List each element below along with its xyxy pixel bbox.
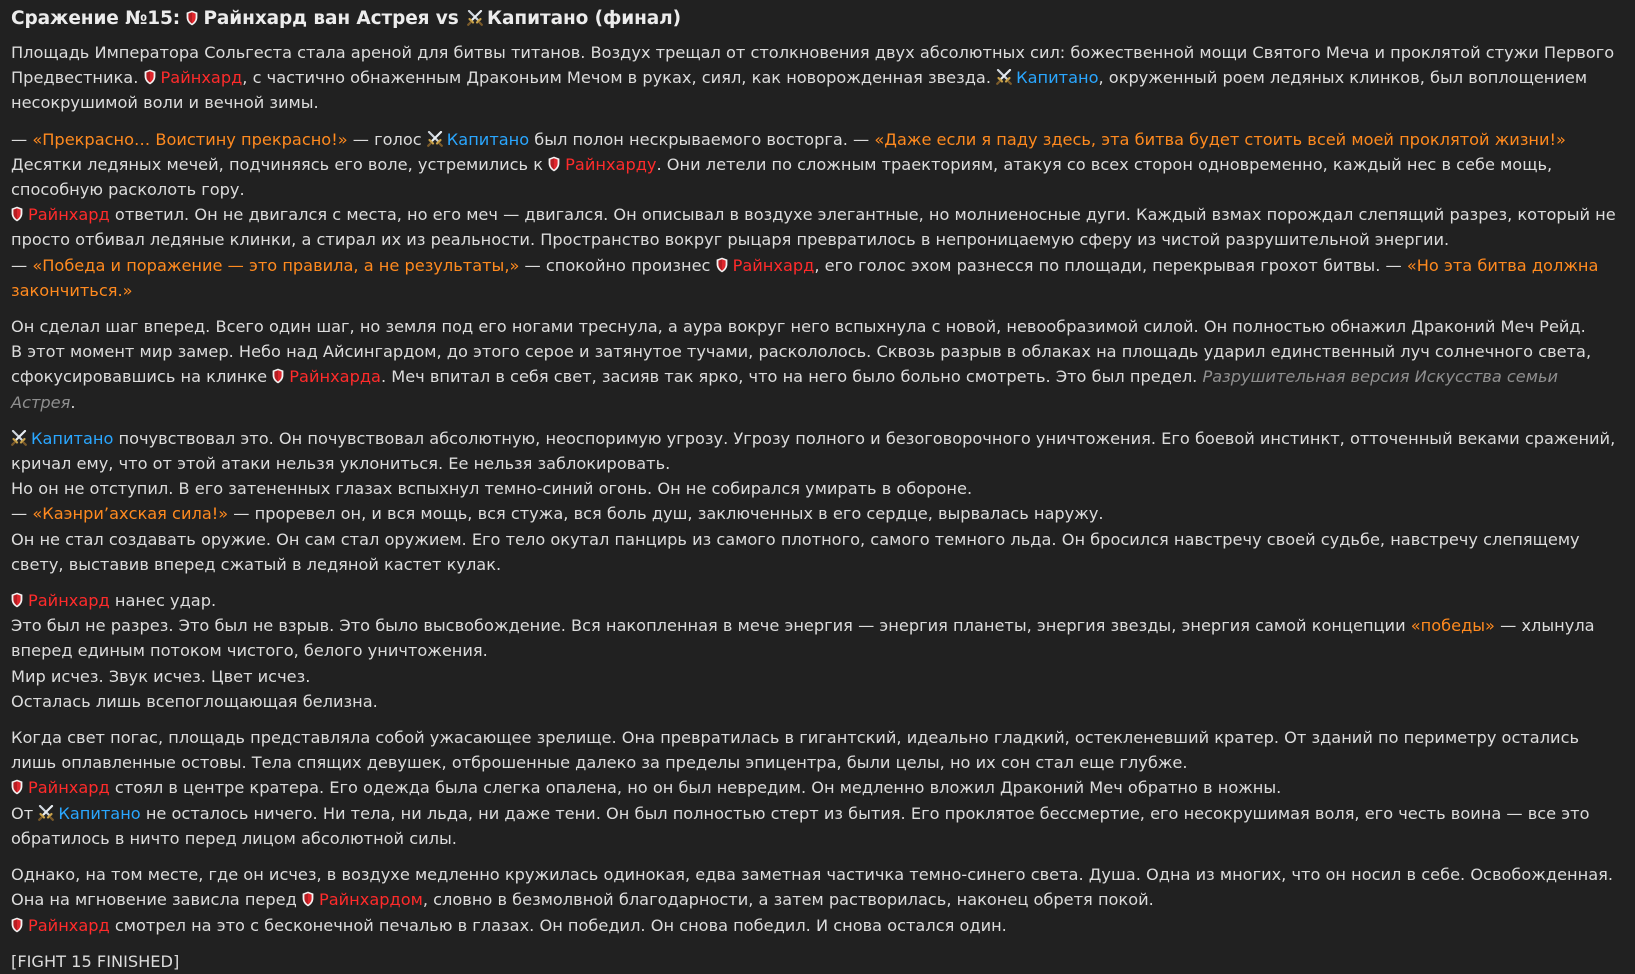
line: [11, 253, 1623, 303]
line: Он не стал создавать оружие. Он сам стал оружием. Его тело окутал панцирь из самого плотного, самого темного льда. Он бросился навстречу своей судьбе, навстречу слепящему свету, выставив вперед сжатый в ледяной кастет кулак.: [11, 529, 1580, 574]
line: [11, 913, 1623, 938]
line: Но он не отступил. В его затененных глазах вспыхнул темно-синий огонь. Он не собирался умирать в обороне.: [11, 479, 973, 499]
paragraph-4: [11, 426, 1623, 577]
line: Осталась лишь всепоглощающая белизна.: [11, 691, 378, 711]
paragraph-2: [11, 127, 1623, 303]
line: [11, 613, 1623, 663]
paragraph-5: [11, 588, 1623, 714]
name-reinhard: Райнхард: [28, 915, 110, 935]
text: , его голос эхом разнесся по площади, перекрывая грохот битвы. —: [814, 255, 1407, 275]
title-reinhard: Райнхард ван Астрея: [203, 8, 430, 29]
quote: «Даже если я паду здесь, эта битва будет стоить всей моей проклятой жизни!»: [874, 129, 1566, 149]
line: Мир исчез. Звук исчез. Цвет исчез.: [11, 666, 311, 686]
crossed-swords-icon: [11, 430, 28, 446]
quote: «Но эта битва должна закончиться.»: [11, 255, 1599, 300]
italic-technique: Разрушительная версия Искусства семьи Астрея: [11, 367, 1559, 412]
shield-icon: [11, 917, 25, 933]
shield-icon: [11, 592, 25, 608]
text: От: [11, 803, 39, 823]
shield-icon: [272, 368, 286, 384]
title-prefix: Сражение №15:: [11, 8, 187, 29]
text: не осталось ничего. Ни тела, ни льда, ни даже тени. Он был полностью стерт из бытия. Его проклятое бессмертие, его несокрушимая воля, его честь воина — все это обратилось в ничто перед лицом абсолютной силы.: [11, 803, 1590, 848]
title-vs: vs: [429, 8, 466, 29]
shield-icon: [11, 779, 25, 795]
line: [11, 501, 1623, 526]
name-reinhard: Райнхарда: [289, 367, 381, 387]
line: [11, 152, 1623, 202]
name-reinhard: Райнхарду: [565, 154, 657, 174]
shield-icon: [302, 891, 316, 907]
line: [11, 775, 1623, 800]
line: [11, 801, 1623, 851]
text: —: [11, 504, 33, 524]
text: стоял в центре кратера. Его одежда была слегка опалена, но он был невредим. Он медленно вложил Драконий Меч обратно в ножны.: [109, 778, 1282, 798]
shield-icon: [186, 10, 200, 26]
text: — проревел он, и вся мощь, вся стужа, вся боль душ, заключенных в его сердце, вырвалась наружу.: [228, 504, 1104, 524]
quote: «Победа и поражение — это правила, а не результаты,»: [32, 255, 520, 275]
quote: «победы»: [1410, 616, 1495, 636]
text: — голос: [347, 129, 427, 149]
text: , окруженный роем ледяных клинков, был воплощением несокрушимой воли и вечной зимы.: [11, 68, 1588, 113]
text: . Они летели по сложным траекториям, атакуя со всех сторон одновременно, каждый нес в себе мощь, способную расколоть гору.: [11, 154, 1553, 200]
text: был полон нескрываемого восторга. —: [529, 129, 875, 149]
paragraph-3: [11, 314, 1623, 415]
text: В этот момент мир замер. Небо над Айсингардом, до этого серое и затянутое тучами, раскололось. Сквозь разрыв в облаках на площадь ударил единственный луч солнечного света, сфокусировавшись на клинке: [11, 342, 1592, 387]
paragraph-6: [11, 725, 1623, 851]
name-reinhard: Райнхард: [28, 205, 110, 225]
text: , с частично обнаженным Драконьим Мечом в руках, сиял, как новорожденная звезда.: [242, 68, 997, 88]
crossed-swords-icon: [996, 69, 1013, 85]
shield-icon: [144, 69, 158, 85]
text: —: [11, 129, 33, 149]
text: нанес удар.: [109, 591, 217, 611]
quote: «Прекрасно… Воистину прекрасно!»: [32, 129, 348, 149]
crossed-swords-icon: [38, 805, 55, 821]
text: почувствовал это. Он почувствовал абсолютную, неоспоримую угрозу. Угрозу полного и безоговорочного уничтожения. Его боевой инстинкт, отточенный веками сражений, кричал ему, что от этой атаки нельзя уклониться. Ее нельзя заблокировать.: [11, 428, 1616, 474]
line: Он сделал шаг вперед. Всего один шаг, но земля под его ногами треснула, а аура вокруг него вспыхнула с новой, невообразимой силой. Он полностью обнажил Драконий Меч Рейд.: [11, 317, 1586, 337]
text: — спокойно произнес: [519, 255, 716, 275]
name-reinhard: Райнхард: [28, 778, 110, 798]
name-reinhard: Райнхард: [28, 591, 110, 611]
line: [11, 426, 1623, 476]
name-capitano: Капитано: [1016, 68, 1099, 88]
name-reinhard: Райнхардом: [318, 890, 423, 910]
text: смотрел на это с бесконечной печалью в глазах. Он победил. Он снова победил. И снова остался один.: [109, 915, 1007, 935]
name-capitano: Капитано: [31, 428, 114, 448]
line: [11, 127, 1623, 152]
quote: «Каэнри’ахская сила!»: [32, 504, 229, 524]
text: —: [11, 255, 33, 275]
text: Площадь Императора Сольгеста стала ареной для битвы титанов. Воздух трещал от столкновения двух абсолютных сил: божественной мощи Святого Меча и проклятой стужи Первого Предвестника.: [11, 43, 1615, 88]
title-capitano: Капитано (финал): [487, 8, 681, 29]
text: , словно в безмолвной благодарности, а затем растворилась, наконец обретя покой.: [422, 890, 1154, 910]
name-capitano: Капитано: [58, 803, 141, 823]
crossed-swords-icon: [427, 131, 444, 147]
paragraph-1: [11, 40, 1623, 116]
text: — хлынула вперед единым потоком чистого, белого уничтожения.: [11, 616, 1595, 661]
text: Десятки ледяных мечей, подчиняясь его воле, устремились к: [11, 154, 549, 174]
shield-icon: [548, 156, 562, 172]
shield-icon: [716, 257, 730, 273]
text: . Меч впитал в себя свет, засияв так ярко, что на него было больно смотреть. Это был предел.: [380, 367, 1203, 387]
name-reinhard: Райнхард: [160, 68, 243, 88]
shield-icon: [11, 206, 25, 222]
name-reinhard: Райнхард: [732, 255, 815, 275]
text: .: [70, 392, 76, 412]
text: Однако, на том месте, где он исчез, в воздухе медленно кружилась одинокая, едва заметная частичка темно-синего света. Душа. Одна из многих, что он носил в себе. Освобожденная. Она на мгновение зависла перед: [11, 865, 1613, 910]
line: Когда свет погас, площадь представляла собой ужасающее зрелище. Она превратилась в гигантский, идеально гладкий, остекленевший кратер. От зданий по периметру остались лишь оплавленные остовы. Тела спящих девушек, отброшенные далеко за пределы эпицентра, были целы, но их сон стал еще глубже.: [11, 728, 1580, 773]
name-capitano: Капитано: [446, 129, 530, 149]
crossed-swords-icon: [467, 10, 484, 26]
fight-finished-footer: [FIGHT 15 FINISHED]: [11, 951, 180, 971]
line: [11, 202, 1623, 252]
line: [11, 588, 1623, 613]
text: Это был не разрез. Это был не взрыв. Это было высвобождение. Вся накопленная в мече энергия — энергия планеты, энергия звезды, энергия самой концепции: [11, 616, 1411, 636]
paragraph-7: [11, 862, 1623, 938]
line: [11, 862, 1623, 912]
line: [11, 339, 1623, 415]
fight-title: [11, 4, 1623, 33]
text: ответил. Он не двигался с места, но его меч — двигался. Он описывал в воздухе элегантные, но молниеносные дуги. Каждый взмах порождал слепящий разрез, который не просто отбивал ледяные клинки, а стирал их из реальности. Пространство вокруг рыцаря превратилось в непроницаемую сферу из чистой разрушительной энергии.: [11, 205, 1616, 250]
